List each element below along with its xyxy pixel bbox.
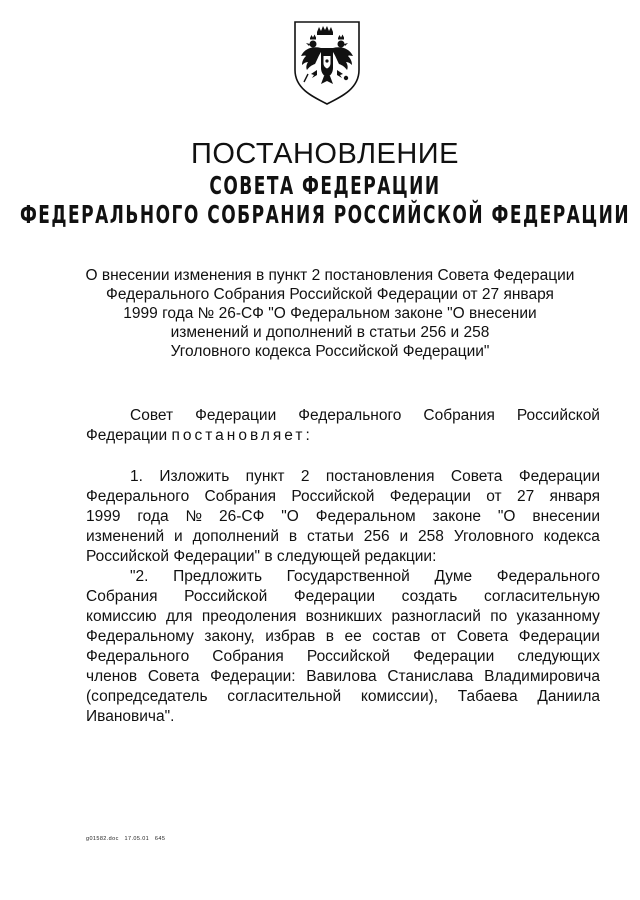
word: Российской <box>306 648 390 665</box>
word: Федерации: <box>210 668 296 685</box>
word: 1. <box>130 468 143 485</box>
subject-line: Уголовного кодекса Российской Федерации" <box>170 343 490 360</box>
word: от <box>430 628 447 645</box>
word: комиссию <box>86 608 157 625</box>
word: внесении <box>532 508 600 525</box>
word: Собрания <box>86 588 158 605</box>
word: "О <box>281 508 299 525</box>
word: Ивановича". <box>86 708 175 725</box>
preamble-text: Федерации <box>86 427 172 444</box>
word: изменений <box>86 528 165 545</box>
word: года <box>137 508 169 525</box>
document-subject <box>60 266 600 361</box>
word: пункт <box>245 468 285 485</box>
word: кодекса <box>543 528 600 545</box>
paragraph-2-line <box>86 627 600 647</box>
word: возникших <box>305 608 383 625</box>
subject-line: изменений и дополнений в статьи 256 и 258 <box>170 324 490 341</box>
word: следующих <box>517 648 600 665</box>
word: законе <box>432 508 482 525</box>
word: и <box>174 528 183 545</box>
word: в <box>325 628 334 645</box>
word: января <box>549 488 600 505</box>
word: 258 <box>418 528 444 545</box>
word: Станислава <box>387 668 474 685</box>
word: Федеральном <box>315 508 416 525</box>
word: Табаева <box>457 688 518 705</box>
word: постановления <box>325 468 435 485</box>
word: Собрания <box>204 488 277 505</box>
word: Российской <box>291 488 375 505</box>
word: Думе <box>434 568 473 585</box>
subject-line: О внесении изменения в пункт 2 постановления Совета Федерации <box>85 267 575 284</box>
word: Федерального <box>86 648 190 665</box>
word: Владимировича <box>484 668 600 685</box>
issuer-line-1: СОВЕТА ФЕДЕРАЦИИ <box>209 172 441 201</box>
word: (сопредседатель <box>86 688 208 705</box>
paragraph-1-line <box>86 507 600 527</box>
word: преодоления <box>201 608 297 625</box>
word: создать <box>401 588 458 605</box>
preamble-line <box>86 426 600 446</box>
paragraph-1-line <box>86 467 600 487</box>
word: согласительной <box>227 688 342 705</box>
word: Уголовного <box>453 528 534 545</box>
word: Совета <box>450 468 503 485</box>
word: закону, <box>204 628 255 645</box>
word: Федерации <box>195 407 277 424</box>
document-title: ПОСТАНОВЛЕНИЕ <box>191 138 459 170</box>
word: Федерации <box>389 488 471 505</box>
paragraph-2-line <box>86 647 600 667</box>
resolves-word: постановляет: <box>171 427 313 444</box>
word: "О <box>497 508 516 525</box>
word: Федерации <box>518 628 600 645</box>
word: согласительную <box>483 588 600 605</box>
word: Вавилова <box>306 668 377 685</box>
word: 27 <box>516 488 535 505</box>
word: дополнений <box>192 528 280 545</box>
word: Федерации <box>293 588 376 605</box>
word: Даниила <box>537 688 600 705</box>
word: Российской <box>184 588 268 605</box>
word: Федерального <box>496 568 600 585</box>
word: разногласий <box>391 608 481 625</box>
word: состав <box>372 628 421 645</box>
subject-line: Федерального Собрания Российской Федерации от 27 января <box>106 286 554 303</box>
word: Совета <box>147 668 200 685</box>
document-body <box>86 406 600 727</box>
paragraph-1-line <box>86 547 600 567</box>
word: Собрания <box>212 648 284 665</box>
paragraph-2-line <box>86 667 600 687</box>
word: указанному <box>516 608 600 625</box>
word: Российской <box>516 407 600 424</box>
coat-of-arms-emblem <box>291 18 363 106</box>
word: и <box>399 528 409 545</box>
word: по <box>490 608 508 625</box>
word: членов <box>86 668 138 685</box>
word: для <box>166 608 193 625</box>
word: Федерации <box>413 648 495 665</box>
word: от <box>486 488 502 505</box>
paragraph-1-line <box>86 487 600 507</box>
word: избрав <box>265 628 316 645</box>
word: № <box>185 508 203 525</box>
paragraph-2-line <box>86 567 600 587</box>
paragraph-2-line <box>86 707 600 727</box>
word: ее <box>344 628 362 645</box>
subject-line: 1999 года № 26-СФ "О Федеральном законе "О внесении <box>123 305 537 322</box>
word: Российской Федерации" в следующей редакции: <box>86 548 437 565</box>
word: Изложить <box>159 468 230 485</box>
word: Совета <box>456 628 509 645</box>
paragraph-2-line <box>86 587 600 607</box>
word: комиссии), <box>360 688 439 705</box>
word: Федерального <box>298 407 402 424</box>
word: Предложить <box>173 568 263 585</box>
word: Совет <box>130 407 174 424</box>
word: Государственной <box>286 568 410 585</box>
word: в <box>288 528 298 545</box>
document-footer-code: g01582.doc 17.05.01 645 <box>86 836 166 842</box>
word: "2. <box>130 568 149 585</box>
word: Федеральному <box>86 628 194 645</box>
word: 2 <box>300 468 310 485</box>
word: Собрания <box>423 407 495 424</box>
word: 256 <box>363 528 390 545</box>
issuer-line-2: ФЕДЕРАЛЬНОГО СОБРАНИЯ РОССИЙСКОЙ ФЕДЕРАЦИИ <box>19 201 631 230</box>
paragraph-2-line <box>86 687 600 707</box>
word: 1999 <box>86 508 121 525</box>
word: Федерации <box>518 468 600 485</box>
word: статьи <box>307 528 354 545</box>
paragraph-1-line <box>86 527 600 547</box>
word: Федерального <box>86 488 190 505</box>
word: 26-СФ <box>219 508 265 525</box>
paragraph-2-line <box>86 607 600 627</box>
preamble-line <box>86 406 600 426</box>
